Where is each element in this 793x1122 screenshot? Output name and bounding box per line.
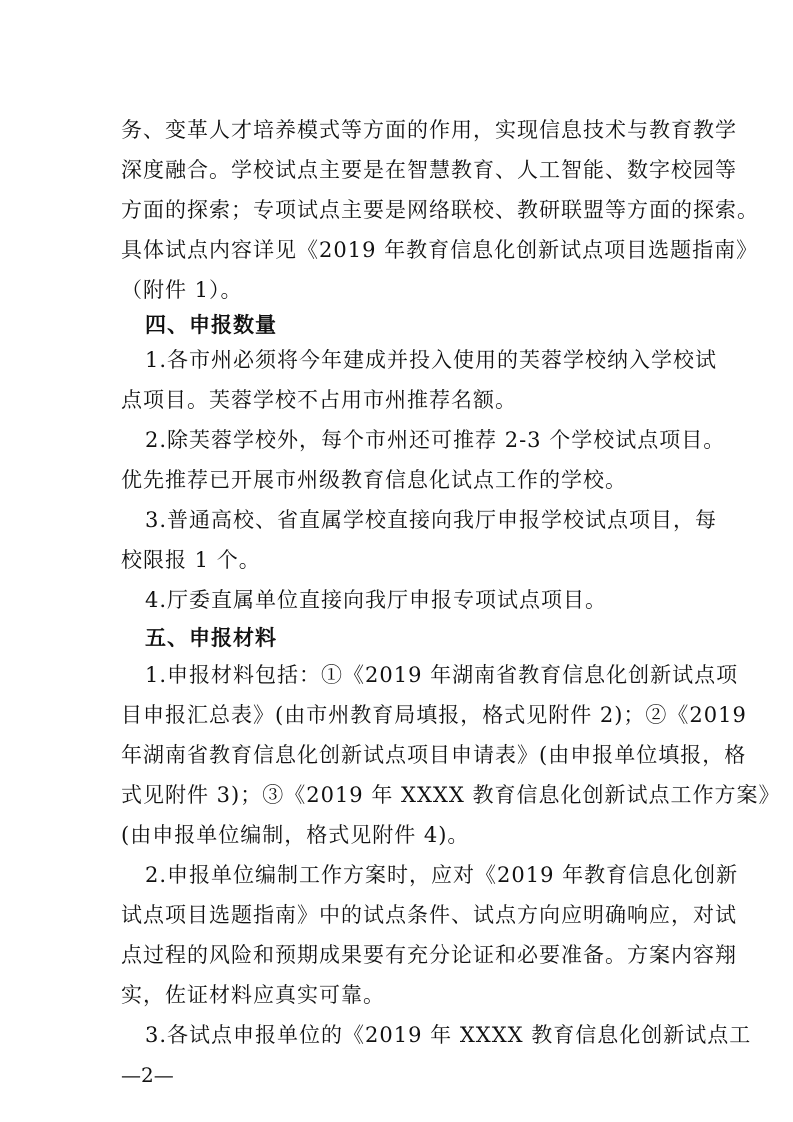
body-line: 3.各试点申报单位的《2019 年 XXXX 教育信息化创新试点工: [145, 1023, 752, 1047]
body-line: (由申报单位编制，格式见附件 4)。: [121, 823, 470, 847]
body-line: 具体试点内容详见《2019 年教育信息化创新试点项目选题指南》: [121, 238, 759, 262]
body-line: 校限报 1 个。: [121, 548, 261, 572]
body-line: 1.申报材料包括：①《2019 年湖南省教育信息化创新试点项: [145, 663, 739, 687]
body-line: 4.厅委直属单位直接向我厅申报专项试点项目。: [145, 588, 608, 612]
body-line: （附件 1）。: [121, 278, 243, 302]
section-heading-5: 五、申报材料: [145, 625, 277, 650]
page-number: —2—: [121, 1063, 174, 1087]
body-line: 试点项目选题指南》中的试点条件、试点方向应明确响应，对试: [121, 903, 737, 927]
body-line: 深度融合。学校试点主要是在智慧教育、人工智能、数字校园等: [121, 158, 737, 182]
body-line: 方面的探索；专项试点主要是网络联校、教研联盟等方面的探索。: [121, 198, 759, 222]
body-line: 点项目。芙蓉学校不占用市州推荐名额。: [121, 388, 517, 412]
body-line: 式见附件 3)；③《2019 年 XXXX 教育信息化创新试点工作方案》: [121, 783, 781, 807]
body-line: 2.申报单位编制工作方案时，应对《2019 年教育信息化创新: [145, 863, 739, 887]
body-line: 3.普通高校、省直属学校直接向我厅申报学校试点项目，每: [145, 508, 718, 532]
body-line: 务、变革人才培养模式等方面的作用，实现信息技术与教育教学: [121, 118, 737, 142]
body-line: 点过程的风险和预期成果要有充分论证和必要准备。方案内容翔: [121, 943, 737, 967]
body-line: 1.各市州必须将今年建成并投入使用的芙蓉学校纳入学校试: [145, 348, 718, 372]
body-line: 实，佐证材料应真实可靠。: [121, 983, 385, 1007]
body-line: 年湖南省教育信息化创新试点项目申请表》(由申报单位填报，格: [121, 743, 747, 767]
body-line: 优先推荐已开展市州级教育信息化试点工作的学校。: [121, 468, 627, 492]
section-heading-4: 四、申报数量: [145, 312, 277, 337]
body-line: 2.除芙蓉学校外，每个市州还可推荐 2-3 个学校试点项目。: [145, 428, 726, 452]
body-line: 目申报汇总表》(由市州教育局填报，格式见附件 2)；②《2019: [121, 703, 747, 727]
